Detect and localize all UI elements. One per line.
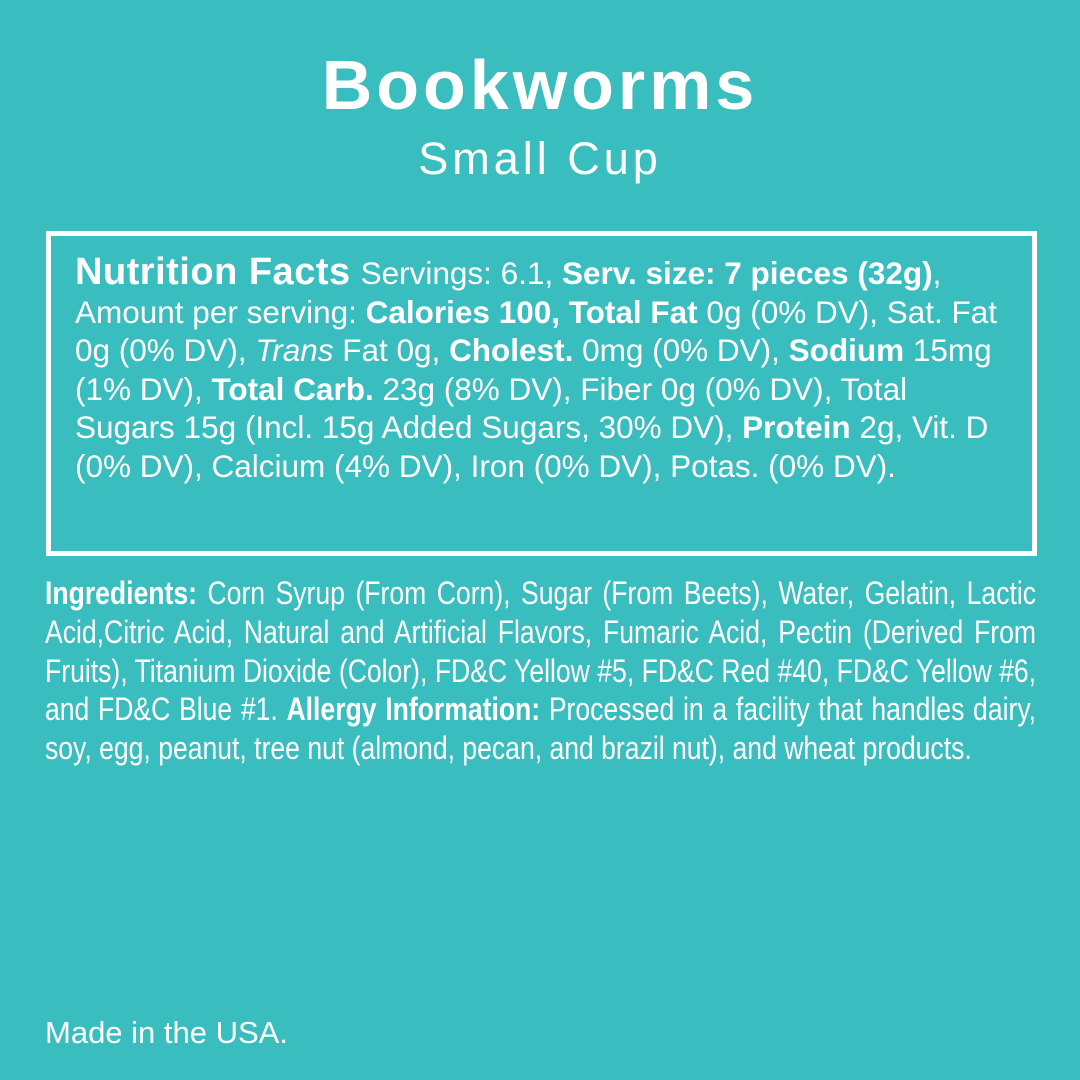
text-segment-bold: Ingredients: (45, 575, 208, 611)
header (0, 46, 1080, 184)
ingredients-text (45, 574, 1036, 768)
footer (45, 1016, 288, 1050)
ingredients-section (45, 574, 1037, 804)
nutrition-facts-heading: Nutrition Facts (75, 251, 351, 293)
text-segment-regular: Corn Syrup (From Corn), Sugar (From Beets), Water, Gelatin, Lactic Acid,Citric Acid, Natural and Artificial Flavors, Fumaric Acid, Pectin (Derived From Fruits), Titanium Dioxide (Color), FD&C Yellow #5, FD&C Red #40, FD&C Yellow #6, and FD&C Blue #1. (45, 575, 1037, 728)
nutrition-facts-box (46, 231, 1037, 556)
text-segment-bold: Sodium (788, 332, 905, 369)
product-subtitle: Small Cup (418, 133, 662, 184)
text-segment-regular: 0mg (0% DV), (573, 332, 789, 369)
nutrition-facts-text (75, 253, 1008, 486)
text-segment-regular: , Amount per serving: (75, 255, 942, 330)
text-segment-regular: 0g (0% DV), Sat. Fat 0g (0% DV), (75, 293, 998, 369)
text-segment-bold: Allergy Information: (286, 691, 549, 728)
text-segment-regular: Fat 0g, (333, 332, 450, 369)
text-segment-bold: Cholest. (449, 332, 574, 369)
text-segment-italic: Trans (255, 332, 334, 369)
made-in-text: Made in the USA. (45, 1015, 288, 1050)
text-segment-regular: 2g, Vit. D (0% DV), Calcium (4% DV), Iron (0% DV), Potas. (0% DV). (75, 409, 989, 484)
product-title: Bookworms (321, 46, 759, 124)
text-segment-bold: Protein (742, 409, 851, 446)
text-segment-regular: 23g (8% DV), Fiber 0g (0% DV), Total Sugars 15g (Incl. 15g Added Sugars, 30% DV), (75, 370, 908, 446)
text-segment-bold: Total Carb. (211, 370, 374, 407)
text-segment-regular: Processed in a facility that handles dairy, soy, egg, peanut, tree nut (almond, pecan, and brazil nut), and wheat products. (45, 691, 1037, 767)
text-segment-bold: Calories 100, Total Fat (365, 293, 707, 330)
text-segment-bold: Serv. size: 7 pieces (32g) (561, 255, 933, 291)
text-segment-regular: Servings: 6.1, (360, 255, 562, 291)
text-segment-regular: 15mg (1% DV), (75, 332, 992, 407)
